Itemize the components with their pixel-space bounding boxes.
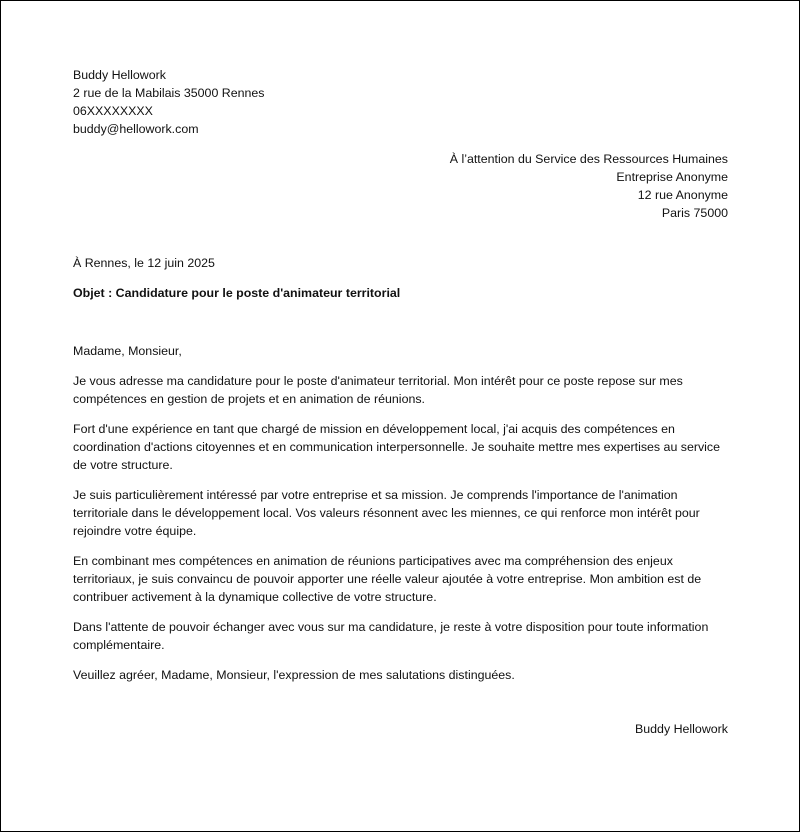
body-paragraph — [73, 372, 728, 408]
closing-paragraph — [73, 666, 728, 684]
body-paragraph — [73, 486, 728, 540]
paragraph-text: En combinant mes compétences en animation de réunions participatives avec ma compréhension des enjeux territoriaux, je suis convaincu de pouvoir apporter une réelle valeur ajoutée à votre entreprise. Mon ambition est de contribuer activement à la dynamique collective de votre structure. — [73, 554, 702, 604]
recipient-city: Paris 75000 — [661, 206, 728, 220]
paragraph-text: Veuillez agréer, Madame, Monsieur, l'expression de mes salutations distinguées. — [73, 668, 515, 682]
sender-address: 2 rue de la Mabilais 35000 Rennes — [73, 86, 265, 100]
body-paragraph — [73, 618, 728, 654]
recipient-street: 12 rue Anonyme — [637, 188, 728, 202]
sender-block — [73, 66, 728, 138]
sender-name: Buddy Hellowork — [73, 68, 166, 82]
signature: Buddy Hellowork — [635, 722, 728, 736]
letter-content — [73, 66, 728, 738]
subject-line: Objet : Candidature pour le poste d'animateur territorial — [73, 286, 401, 300]
salutation: Madame, Monsieur, — [73, 344, 182, 358]
paragraph-text: Fort d'une expérience en tant que chargé de mission en développement local, j'ai acquis des compétences en coordination d'actions citoyennes et en communication interpersonnelle. Je souhaite mettre mes expertises au service de votre structure. — [73, 422, 721, 472]
paragraph-text: Je vous adresse ma candidature pour le poste d'animateur territorial. Mon intérêt pour ce poste repose sur mes compétences en gestion de projets et en animation de réunions. — [73, 374, 683, 406]
sender-phone: 06XXXXXXXX — [73, 104, 153, 118]
paragraph-text: Dans l'attente de pouvoir échanger avec vous sur ma candidature, je reste à votre disposition pour toute information complémentaire. — [73, 620, 709, 652]
body-paragraph — [73, 552, 728, 606]
sender-email: buddy@hellowork.com — [73, 122, 199, 136]
recipient-block — [73, 150, 728, 222]
body-paragraph — [73, 420, 728, 474]
paragraph-text: Je suis particulièrement intéressé par votre entreprise et sa mission. Je comprends l'importance de l'animation territoriale dans le développement local. Vos valeurs résonnent avec les miennes, ce qui renforce mon intérêt pour rejoindre votre équipe. — [73, 488, 700, 538]
recipient-company: Entreprise Anonyme — [616, 170, 728, 184]
date-line: À Rennes, le 12 juin 2025 — [73, 256, 215, 270]
recipient-attention: À l’attention du Service des Ressources Humaines — [449, 152, 728, 166]
